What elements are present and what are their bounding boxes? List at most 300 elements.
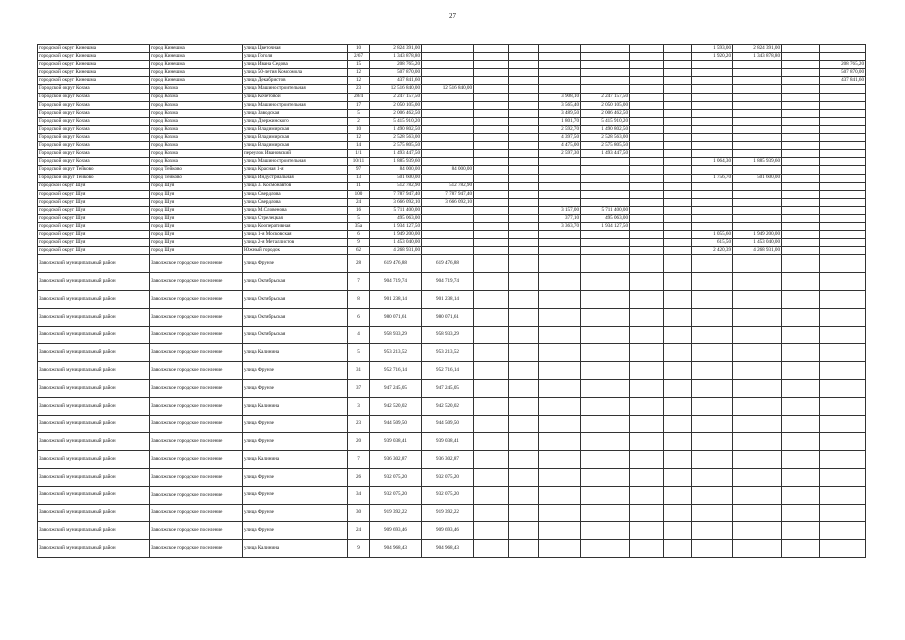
cell-cost-c — [509, 125, 539, 133]
cell-cost-1 — [581, 198, 630, 206]
cell-cost-a — [422, 247, 474, 255]
cell-cost-b — [474, 69, 509, 77]
table-row — [38, 231, 866, 239]
cell-cost-f — [782, 380, 820, 398]
cell-total-cost: 944 509,50 — [370, 415, 422, 433]
cell-settlement: Заволжское городское поселение — [150, 291, 243, 309]
cell-cost-d — [630, 522, 664, 540]
cell-cost-c — [509, 150, 539, 158]
cell-cost-e — [664, 326, 692, 344]
cell-cost-f — [782, 109, 820, 117]
cell-cost-c — [509, 540, 539, 558]
cell-cost-2 — [733, 61, 782, 69]
cell-area-1 — [539, 540, 581, 558]
cell-cost-3: 507 870,00 — [820, 69, 866, 77]
cell-municipality: городской округ Шуя — [38, 247, 150, 255]
cell-total-cost: 939 038,41 — [370, 433, 422, 451]
cell-cost-d — [630, 344, 664, 362]
cell-cost-f — [782, 397, 820, 415]
cell-area-1: 1 801,70 — [539, 117, 581, 125]
cell-cost-f — [782, 117, 820, 125]
cell-cost-c — [509, 109, 539, 117]
cell-area-2 — [692, 85, 733, 93]
cell-municipality: Заволжский муниципальный район — [38, 362, 150, 380]
cell-area-2 — [692, 190, 733, 198]
cell-cost-c — [509, 77, 539, 85]
cell-area-2 — [692, 308, 733, 326]
table-row — [38, 469, 866, 487]
cell-cost-1: 2 528 563,00 — [581, 134, 630, 142]
cell-cost-1: 5 415 910,20 — [581, 117, 630, 125]
cell-cost-d — [630, 451, 664, 469]
cell-municipality: городской округ Кинешма — [38, 69, 150, 77]
cell-street: улица Владимирская — [243, 125, 348, 133]
cell-cost-b — [474, 415, 509, 433]
cell-cost-a — [422, 142, 474, 150]
cell-house-number: 9 — [348, 239, 370, 247]
cell-municipality: Заволжский муниципальный район — [38, 540, 150, 558]
cell-area-2 — [692, 291, 733, 309]
cell-settlement: Заволжское городское поселение — [150, 397, 243, 415]
cell-cost-e — [664, 134, 692, 142]
cell-cost-d — [630, 380, 664, 398]
cell-cost-1: 2 050 105,00 — [581, 101, 630, 109]
cell-cost-2 — [733, 344, 782, 362]
cell-cost-d — [630, 308, 664, 326]
cell-cost-d — [630, 125, 664, 133]
cell-cost-e — [664, 69, 692, 77]
cell-street: улица Фрунзе — [243, 362, 348, 380]
cell-municipality: Заволжский муниципальный район — [38, 308, 150, 326]
cell-cost-b — [474, 45, 509, 53]
cell-settlement: город Шуя — [150, 206, 243, 214]
cell-cost-a: 901 238,14 — [422, 291, 474, 309]
cell-area-1: 3 157,00 — [539, 206, 581, 214]
cell-house-number: 5 — [348, 109, 370, 117]
cell-cost-a — [422, 206, 474, 214]
cell-house-number: 11 — [348, 182, 370, 190]
cell-area-2 — [692, 223, 733, 231]
cell-cost-2 — [733, 504, 782, 522]
cell-cost-b — [474, 291, 509, 309]
cell-area-2 — [692, 540, 733, 558]
cell-cost-1: 495 063,00 — [581, 214, 630, 222]
table-row — [38, 326, 866, 344]
cell-total-cost: 1 343 878,80 — [370, 53, 422, 61]
cell-cost-1 — [581, 166, 630, 174]
table-row — [38, 198, 866, 206]
cell-area-1 — [539, 291, 581, 309]
cell-cost-3 — [820, 469, 866, 487]
cell-cost-f — [782, 93, 820, 101]
cell-cost-b — [474, 247, 509, 255]
cell-cost-a — [422, 45, 474, 53]
page-number: 27 — [449, 12, 456, 20]
cell-cost-d — [630, 231, 664, 239]
cell-cost-2 — [733, 101, 782, 109]
cell-cost-c — [509, 61, 539, 69]
cell-area-1: 4 475,00 — [539, 142, 581, 150]
cell-street: улица Фрунзе — [243, 380, 348, 398]
cell-municipality: городской округ Кинешма — [38, 61, 150, 69]
cell-cost-f — [782, 223, 820, 231]
cell-cost-1 — [581, 174, 630, 182]
cell-cost-a: 980 071,61 — [422, 308, 474, 326]
cell-cost-f — [782, 101, 820, 109]
cell-street: улица Владимирская — [243, 134, 348, 142]
cell-cost-a — [422, 174, 474, 182]
cell-cost-f — [782, 69, 820, 77]
cell-cost-c — [509, 69, 539, 77]
cell-cost-d — [630, 486, 664, 504]
cell-area-2: 1 756,70 — [692, 174, 733, 182]
cell-street: улица Свердлова — [243, 198, 348, 206]
cell-area-2 — [692, 206, 733, 214]
cell-cost-c — [509, 223, 539, 231]
table-row — [38, 190, 866, 198]
cell-cost-e — [664, 158, 692, 166]
cell-settlement: город Кохма — [150, 125, 243, 133]
cell-cost-f — [782, 214, 820, 222]
cell-area-2 — [692, 214, 733, 222]
cell-municipality: Заволжский муниципальный район — [38, 433, 150, 451]
cell-cost-1 — [581, 344, 630, 362]
table-row — [38, 174, 866, 182]
cell-area-2 — [692, 142, 733, 150]
cell-cost-f — [782, 247, 820, 255]
table-row — [38, 117, 866, 125]
cell-total-cost: 3 666 092,10 — [370, 198, 422, 206]
cell-cost-d — [630, 101, 664, 109]
cell-house-number: 62 — [348, 247, 370, 255]
cell-area-2: 2 420,39 — [692, 247, 733, 255]
cell-cost-3 — [820, 85, 866, 93]
cell-cost-e — [664, 247, 692, 255]
cell-cost-c — [509, 101, 539, 109]
cell-area-2 — [692, 486, 733, 504]
cell-total-cost: 2 006 462,50 — [370, 109, 422, 117]
cell-house-number: 100 — [348, 190, 370, 198]
cell-cost-a — [422, 134, 474, 142]
cell-street: улица Кооперативная — [243, 223, 348, 231]
table-row — [38, 101, 866, 109]
cell-cost-3 — [820, 344, 866, 362]
table-row — [38, 85, 866, 93]
cell-street: улица Машиностроительная — [243, 101, 348, 109]
cell-cost-a — [422, 109, 474, 117]
cell-cost-b — [474, 93, 509, 101]
table-row — [38, 522, 866, 540]
cell-street: улица Октябрьская — [243, 326, 348, 344]
cell-house-number: 20 — [348, 433, 370, 451]
cell-cost-c — [509, 247, 539, 255]
cell-total-cost: 953 213,52 — [370, 344, 422, 362]
cell-house-number: 1/1 — [348, 150, 370, 158]
cell-cost-1 — [581, 69, 630, 77]
cell-cost-a — [422, 93, 474, 101]
cell-total-cost: 1 490 802,50 — [370, 125, 422, 133]
cell-cost-c — [509, 255, 539, 273]
cell-cost-e — [664, 344, 692, 362]
cell-house-number: 26 — [348, 469, 370, 487]
cell-street: улица Октябрьская — [243, 308, 348, 326]
cell-cost-b — [474, 469, 509, 487]
cell-municipality: городской округ Шуя — [38, 231, 150, 239]
cell-house-number: 8 — [348, 291, 370, 309]
cell-cost-e — [664, 190, 692, 198]
cell-cost-a: 944 509,50 — [422, 415, 474, 433]
cell-area-2 — [692, 61, 733, 69]
cell-cost-3 — [820, 247, 866, 255]
cell-municipality: Заволжский муниципальный район — [38, 469, 150, 487]
cell-cost-a: 7 787 947,40 — [422, 190, 474, 198]
cell-street: улица 50-летия Комсомола — [243, 69, 348, 77]
cell-settlement: Заволжское городское поселение — [150, 344, 243, 362]
cell-house-number: 30 — [348, 504, 370, 522]
cell-cost-1 — [581, 362, 630, 380]
cell-cost-f — [782, 540, 820, 558]
cell-cost-b — [474, 206, 509, 214]
cell-cost-f — [782, 273, 820, 291]
cell-municipality: городской округ Шуя — [38, 214, 150, 222]
cell-cost-1 — [581, 469, 630, 487]
cell-area-1: 2 597,30 — [539, 150, 581, 158]
cell-cost-a — [422, 150, 474, 158]
cell-area-1 — [539, 231, 581, 239]
cell-house-number: 16 — [348, 206, 370, 214]
cell-cost-d — [630, 433, 664, 451]
cell-street: улица М.Словенова — [243, 206, 348, 214]
cell-municipality: Заволжский муниципальный район — [38, 415, 150, 433]
cell-cost-c — [509, 93, 539, 101]
cell-cost-a — [422, 69, 474, 77]
cell-municipality: Городской округ Кохма — [38, 150, 150, 158]
cell-area-1 — [539, 273, 581, 291]
table-row — [38, 206, 866, 214]
cell-cost-e — [664, 109, 692, 117]
cell-cost-d — [630, 362, 664, 380]
cell-area-1 — [539, 198, 581, 206]
table-row — [38, 150, 866, 158]
cell-cost-c — [509, 362, 539, 380]
cell-municipality: Заволжский муниципальный район — [38, 273, 150, 291]
cell-house-number: 12 — [348, 69, 370, 77]
cell-cost-a: 84 000,00 — [422, 166, 474, 174]
cell-cost-2 — [733, 362, 782, 380]
cell-cost-f — [782, 433, 820, 451]
cell-cost-1: 1 493 447,50 — [581, 150, 630, 158]
cell-municipality: Заволжский муниципальный район — [38, 255, 150, 273]
cell-area-1 — [539, 61, 581, 69]
cell-cost-2 — [733, 469, 782, 487]
cell-total-cost: 84 000,00 — [370, 166, 422, 174]
cell-cost-2 — [733, 415, 782, 433]
cell-settlement: город Кохма — [150, 134, 243, 142]
cell-cost-2 — [733, 451, 782, 469]
cell-house-number: 17 — [348, 101, 370, 109]
cell-cost-f — [782, 308, 820, 326]
cell-cost-d — [630, 45, 664, 53]
cell-cost-e — [664, 182, 692, 190]
cell-cost-e — [664, 45, 692, 53]
cell-cost-3 — [820, 53, 866, 61]
cell-cost-f — [782, 125, 820, 133]
cell-street: улица 1-я Московская — [243, 231, 348, 239]
cell-area-1 — [539, 344, 581, 362]
cell-cost-b — [474, 198, 509, 206]
cell-cost-d — [630, 247, 664, 255]
cell-area-1: 3 565,40 — [539, 101, 581, 109]
table-row — [38, 166, 866, 174]
cell-cost-b — [474, 451, 509, 469]
cell-municipality: Городской округ Кохма — [38, 101, 150, 109]
cell-total-cost: 980 071,61 — [370, 308, 422, 326]
cell-cost-b — [474, 486, 509, 504]
cell-cost-d — [630, 61, 664, 69]
cell-cost-1 — [581, 415, 630, 433]
cell-house-number: 31 — [348, 362, 370, 380]
cell-cost-f — [782, 504, 820, 522]
table-row — [38, 255, 866, 273]
cell-cost-a: 947 245,05 — [422, 380, 474, 398]
cell-house-number: 5 — [348, 214, 370, 222]
cell-cost-c — [509, 344, 539, 362]
cell-house-number: 6 — [348, 231, 370, 239]
cell-cost-d — [630, 291, 664, 309]
cell-cost-d — [630, 53, 664, 61]
cell-cost-d — [630, 504, 664, 522]
cell-cost-b — [474, 174, 509, 182]
cell-cost-a: 512 782,90 — [422, 182, 474, 190]
cell-cost-c — [509, 134, 539, 142]
cell-cost-1: 1 934 127,50 — [581, 223, 630, 231]
cell-cost-d — [630, 273, 664, 291]
cell-cost-1 — [581, 61, 630, 69]
cell-cost-2 — [733, 150, 782, 158]
cell-street: улица Стрелецкая — [243, 214, 348, 222]
table-row — [38, 69, 866, 77]
cell-cost-a: 904 719,74 — [422, 273, 474, 291]
cell-total-cost: 512 782,90 — [370, 182, 422, 190]
cell-cost-3 — [820, 101, 866, 109]
cell-cost-2 — [733, 125, 782, 133]
cell-cost-d — [630, 182, 664, 190]
cell-area-2: 1 593,00 — [692, 45, 733, 53]
cell-cost-c — [509, 239, 539, 247]
table-row — [38, 223, 866, 231]
cell-area-2 — [692, 255, 733, 273]
cell-cost-3 — [820, 540, 866, 558]
cell-settlement: Заволжское городское поселение — [150, 540, 243, 558]
cell-cost-c — [509, 231, 539, 239]
cell-cost-1 — [581, 77, 630, 85]
cell-cost-a: 952 716,14 — [422, 362, 474, 380]
cell-area-1 — [539, 451, 581, 469]
cell-cost-2 — [733, 433, 782, 451]
cell-settlement: город Кохма — [150, 142, 243, 150]
table-row — [38, 540, 866, 558]
cell-cost-b — [474, 101, 509, 109]
cell-cost-e — [664, 101, 692, 109]
cell-cost-e — [664, 397, 692, 415]
cell-area-2 — [692, 344, 733, 362]
cell-area-1 — [539, 166, 581, 174]
cell-municipality: Городской округ Кохма — [38, 134, 150, 142]
cell-cost-1 — [581, 231, 630, 239]
cell-area-1: 3 363,70 — [539, 223, 581, 231]
cell-municipality: городской округ Шуя — [38, 239, 150, 247]
cell-municipality: городской округ Шуя — [38, 198, 150, 206]
cell-house-number: 2 — [348, 117, 370, 125]
cell-house-number: 13 — [348, 174, 370, 182]
cell-street: улица Калинина — [243, 540, 348, 558]
cell-area-1 — [539, 504, 581, 522]
cell-settlement: Заволжское городское поселение — [150, 326, 243, 344]
cell-settlement: Заволжское городское поселение — [150, 451, 243, 469]
table-row — [38, 362, 866, 380]
cell-area-1 — [539, 397, 581, 415]
cell-area-1 — [539, 85, 581, 93]
cell-cost-2 — [733, 223, 782, 231]
cell-area-2 — [692, 125, 733, 133]
cell-municipality: Городской округ Кохма — [38, 93, 150, 101]
table-row — [38, 77, 866, 85]
cell-total-cost: 904 968,43 — [370, 540, 422, 558]
cell-house-number: 10 — [348, 45, 370, 53]
cell-cost-1 — [581, 45, 630, 53]
table-row — [38, 380, 866, 398]
cell-cost-c — [509, 190, 539, 198]
cell-municipality: городской округ Шуя — [38, 182, 150, 190]
cell-cost-f — [782, 344, 820, 362]
cell-settlement: Заволжское городское поселение — [150, 469, 243, 487]
cell-area-1 — [539, 247, 581, 255]
cell-cost-e — [664, 273, 692, 291]
cell-area-1 — [539, 69, 581, 77]
cell-cost-f — [782, 326, 820, 344]
cell-cost-b — [474, 522, 509, 540]
table-row — [38, 486, 866, 504]
table-row — [38, 247, 866, 255]
cell-settlement: Заволжское городское поселение — [150, 486, 243, 504]
cell-cost-a — [422, 125, 474, 133]
cell-cost-3 — [820, 166, 866, 174]
cell-municipality: Заволжский муниципальный район — [38, 504, 150, 522]
cell-settlement: город Шуя — [150, 190, 243, 198]
cell-total-cost: 909 693,46 — [370, 522, 422, 540]
cell-settlement: город Шуя — [150, 214, 243, 222]
cell-street: улица Фрунзе — [243, 255, 348, 273]
cell-cost-a — [422, 53, 474, 61]
cell-house-number: 6 — [348, 308, 370, 326]
cell-total-cost: 2 528 563,00 — [370, 134, 422, 142]
cell-cost-e — [664, 522, 692, 540]
cell-cost-2 — [733, 380, 782, 398]
cell-cost-e — [664, 85, 692, 93]
cell-cost-3 — [820, 291, 866, 309]
table-row — [38, 239, 866, 247]
cell-settlement: Заволжское городское поселение — [150, 380, 243, 398]
cell-house-number: 37 — [348, 380, 370, 398]
cell-cost-a — [422, 77, 474, 85]
cell-cost-2 — [733, 198, 782, 206]
cell-cost-e — [664, 198, 692, 206]
cell-cost-f — [782, 291, 820, 309]
cell-street: улица Заводская — [243, 109, 348, 117]
cell-cost-3 — [820, 451, 866, 469]
cell-cost-d — [630, 415, 664, 433]
cell-cost-2 — [733, 190, 782, 198]
